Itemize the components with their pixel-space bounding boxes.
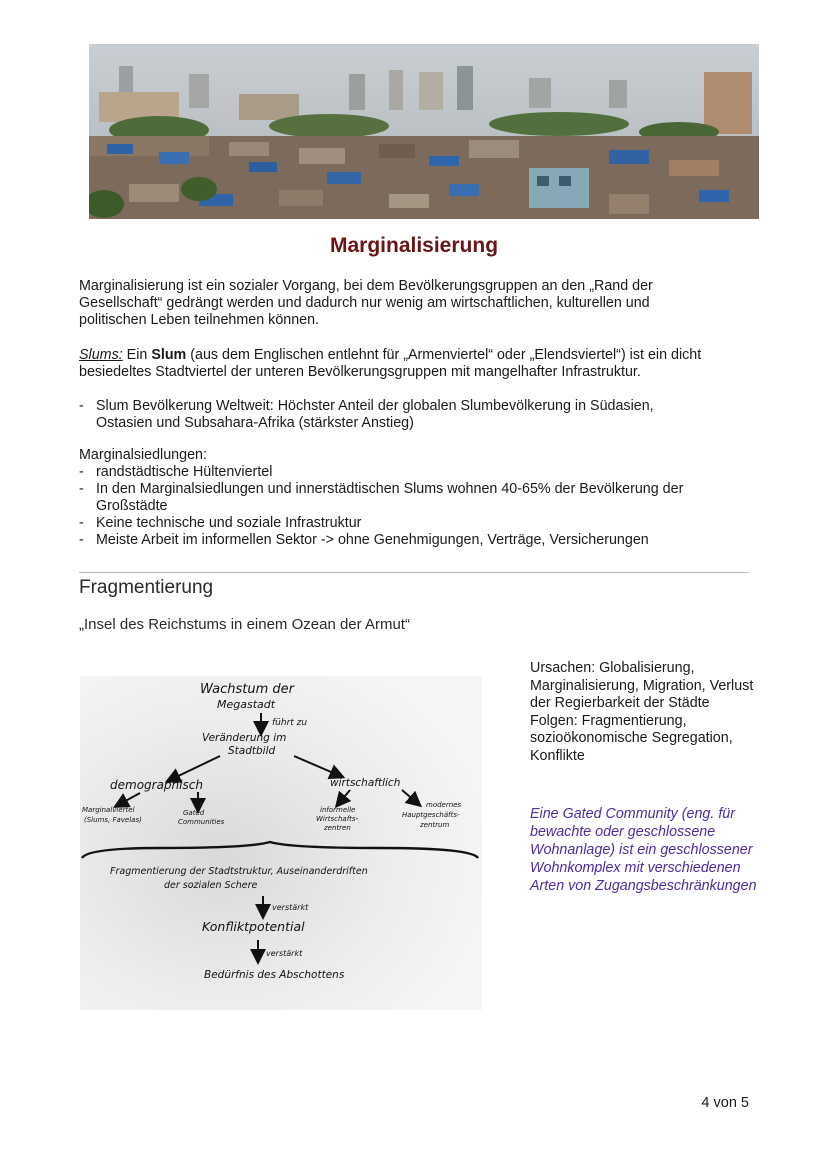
- causes-line: Folgen: Fragmentierung,: [530, 712, 687, 729]
- list-item: Keine technische und soziale Infrastruktur: [96, 515, 362, 531]
- dash-marker: -: [79, 481, 84, 497]
- gated-line: Wohnanlage) ist ein geschlossener: [530, 842, 753, 858]
- handwritten-diagram: [80, 676, 482, 1010]
- sketch-amplifies: verstärkt: [272, 903, 309, 912]
- dash-marker: -: [79, 532, 84, 548]
- marginal-item: [79, 481, 759, 515]
- marginal-item: [79, 532, 759, 549]
- sketch-social-gap: der sozialen Schere: [164, 880, 258, 891]
- sketch-gated: Gated: [183, 809, 205, 817]
- causes-line: Ursachen: Globalisierung,: [530, 660, 695, 676]
- causes-line: sozioökonomische Segregation,: [530, 730, 733, 746]
- causes-text: [530, 660, 780, 765]
- slums-line2: besiedeltes Stadtviertel der unteren Bevölkerungsgruppen mit mangelhafter Infrastruktur.: [79, 364, 641, 380]
- sketch-conflict: Konfliktpotential: [202, 919, 305, 934]
- sketch-demographic: demographisch: [110, 778, 203, 792]
- intro-line: Gesellschaft“ gedrängt werden und dadurch nur wenig am wirtschaftlichen, kulturellen und: [79, 295, 650, 311]
- gated-line: Wohnkomplex mit verschiedenen: [530, 860, 741, 876]
- gated-community-definition: [530, 805, 780, 895]
- page-number: 4 von 5: [701, 1095, 749, 1111]
- page-title: Marginalisierung: [329, 234, 499, 257]
- causes-line: Konflikte: [530, 747, 585, 764]
- marginal-heading: Marginalsiedlungen:: [79, 447, 207, 463]
- sketch-informal: informelle: [320, 806, 356, 814]
- slum-term: Slum: [151, 347, 187, 363]
- intro-paragraph: [79, 278, 759, 329]
- list-item: randstädtische Hültenviertel: [96, 464, 273, 480]
- dash-marker: -: [79, 464, 84, 480]
- mind-map-sketch: [80, 676, 482, 1010]
- section-divider: [79, 572, 749, 573]
- sketch-economic: wirtschaftlich: [330, 777, 401, 789]
- list-item: Ostasien und Subsahara-Afrika (stärkster Anstieg): [96, 415, 414, 431]
- dash-marker: -: [79, 398, 84, 414]
- sketch-cityscape: Stadtbild: [228, 745, 276, 757]
- marginal-item: [79, 464, 759, 481]
- slums-label: Slums:: [79, 347, 123, 363]
- list-item: Meiste Arbeit im informellen Sektor -> ohne Genehmigungen, Verträge, Versicherungen: [96, 532, 649, 548]
- causes-line: Marginalisierung, Migration, Verlust: [530, 677, 754, 694]
- sketch-business: Hauptgeschäfts-: [402, 811, 460, 819]
- marginal-item: [79, 515, 759, 532]
- sketch-fragmentation: Fragmentierung der Stadtstruktur, Auseinanderdriften: [110, 866, 368, 877]
- dash-marker: -: [79, 515, 84, 531]
- sketch-leads-to: führt zu: [272, 718, 308, 728]
- gated-line: bewachte oder geschlossene: [530, 824, 716, 840]
- list-item: In den Marginalsiedlungen und innerstädtischen Slums wohnen 40-65% der Bevölkerung der: [96, 481, 684, 497]
- intro-line: Marginalisierung ist ein sozialer Vorgang, bei dem Bevölkerungsgruppen an den „Rand der: [79, 278, 653, 294]
- sketch-centers: zentren: [324, 824, 351, 832]
- sketch-slums-favelas: (Slums, Favelas): [84, 816, 142, 824]
- city-slum-photo-icon: [89, 44, 759, 219]
- sketch-modern: modernes: [426, 801, 462, 809]
- slum-cityscape-photo: [89, 44, 759, 219]
- section-quote: „Insel des Reichstums in einem Ozean der Armut“: [79, 616, 410, 633]
- sketch-megacity: Megastadt: [217, 698, 276, 711]
- slums-line1-rest: (aus dem Englischen entlehnt für „Armenviertel“ oder „Elendsviertel“) ist ein dicht: [186, 347, 702, 363]
- sketch-center: zentrum: [420, 821, 450, 829]
- gated-line: Eine Gated Community (eng. für: [530, 806, 736, 822]
- sketch-amplifies: verstärkt: [266, 949, 303, 958]
- sketch-change: Veränderung im: [202, 732, 287, 744]
- sketch-need: Bedürfnis des Abschottens: [204, 969, 345, 981]
- list-item: Großstädte: [96, 498, 168, 514]
- causes-line: der Regierbarkeit der Städte: [530, 695, 710, 711]
- section-heading: Fragmentierung: [79, 577, 214, 598]
- sketch-marginal: Marginalviertel: [82, 806, 135, 814]
- intro-line: politischen Leben teilnehmen können.: [79, 312, 320, 328]
- sketch-economy: Wirtschafts-: [316, 815, 359, 823]
- slums-definition: [79, 347, 759, 381]
- sketch-growth: Wachstum der: [200, 682, 294, 697]
- list-item: Slum Bevölkerung Weltweit: Höchster Anteil der globalen Slumbevölkerung in Südasien,: [96, 398, 654, 414]
- slum-population-item: [79, 398, 759, 432]
- slums-pre: Ein: [122, 347, 152, 363]
- sketch-communities: Communities: [178, 818, 225, 826]
- gated-line: Arten von Zugangsbeschränkungen: [530, 878, 757, 894]
